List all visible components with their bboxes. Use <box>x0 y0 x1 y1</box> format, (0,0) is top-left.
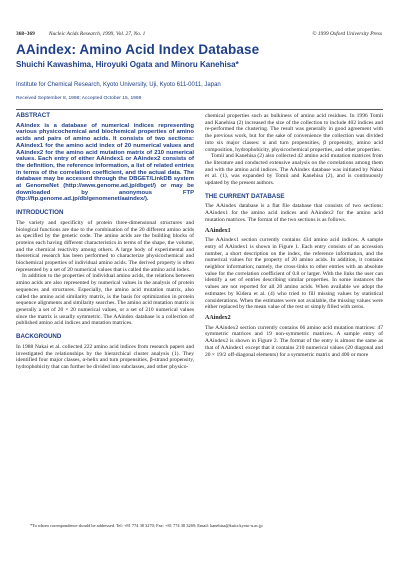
running-head <box>16 31 382 41</box>
background-continued-paragraph: chemical properties such as bulkiness of amino acid residues. In 1996 Tomii and Kanehisa (2) increased the size of the collection to include 402 indices and re-performed the clustering. The result was generally in good agreement with the previous work, but for the sake of convenience the collection was divided into six major classes: α and turn propensities, β propensity, amino acid composition, hydrophobicity, physicochemical properties, and other properties. <box>205 113 383 153</box>
background-heading: BACKGROUND <box>16 333 62 341</box>
article-title: AAindex: Amino Acid Index Database <box>16 42 260 57</box>
affiliation: Institute for Chemical Research, Kyoto University, Uji, Kyoto 611-0011, Japan <box>16 82 221 88</box>
right-column <box>205 113 383 358</box>
aaindex2-heading: AAindex2 <box>205 314 231 321</box>
introduction-heading: INTRODUCTION <box>16 209 64 217</box>
received-dates: Received September 8, 1998; Accepted October 15, 1998 <box>16 96 142 101</box>
copyright: © 1999 Oxford University Press <box>312 31 382 37</box>
background-paragraph: In 1988 Nakai et al. collected 222 amino acid indices from research papers and investigated the relationships by the hierarchical cluster analysis (1). They identified four major classes, α-helix and turn propensities, β-strand propensity, hydrophobicity that can further be divided into subclasses, and other physico- <box>16 343 194 370</box>
abstract-heading: ABSTRACT <box>16 112 51 119</box>
introduction-paragraph: In addition to the properties of individual amino acids, the relations between amino acids are also represented by numerical values in the analysis of protein sequences and structures. Especially, the amino acid mutation matrix, also called the amino acid similarity matrix, is the basis for optimization in protein sequence alignments and similarity searches. The amino acid mutation matrix is generally a set of 20 × 20 numerical values, or a set of 210 numerical values since the matrix is usually symmetric. The AAindex database is a collection of published amino acid indices and mutation matrices. <box>16 273 194 327</box>
journal-citation: Nucleic Acids Research, 1999, Vol. 27, No. 1 <box>48 31 146 37</box>
running-head-left <box>16 31 145 37</box>
author-list: Shuichi Kawashima, Hiroyuki Ogata and Minoru Kanehisa* <box>16 60 239 69</box>
aaindex1-paragraph: The AAindex1 section currently contains 434 amino acid indices. A sample entry of AAindex1 is shown in Figure 1. Each entry consists of an accession number, a short description on the index, the reference information, and the numerical values for the property of 20 amino acids. In addition, it contains neighbor information; namely, the cross-links to other entries with an absolute value for the correlation coefficient of 0.8 or larger. With the links the user can identify a set of entries describing similar properties. In some instances the values are not reported for all 20 amino acids. When available we adopt the estimates by Kidera et al. (4) who tried to fill missing values by statistical considerations. When the estimates were not available, the missing values were either replaced by the mean value of the rest or simply filled with zeros. <box>205 237 383 311</box>
footnote: *To whom correspondence should be addressed. Tel: +81 774 38 3270; Fax: +81 774 38 3269; Email: kanehisa@kuicr.kyoto-u.ac.jp <box>30 523 263 528</box>
aaindex2-paragraph: The AAindex2 section currently contains 66 amino acid mutation matrices: 47 symmetric matrices and 19 non-symmetric matrices. A sample entry of AAindex2 is shown in Figure 2. The format of the entry is almost the same as that of AAindex1 except that it contains 210 numerical values (20 diagonal and 20 × 19/2 off-diagonal elements) for a symmetric matrix and 400 or more <box>205 324 383 358</box>
background-paragraph-2: Tomii and Kanehisa (2) also collected 42 amino acid mutation matrices from the literature and conducted extensive analysis on the correlations among them and with the amino acid indices. The AAindex database was initiated by Nakai et al. (1), was expanded by Tomii and Kanehisa (2), and is continuously updated by the present authors. <box>205 153 383 187</box>
abstract-text: AAindex is a database of numerical indices representing various physicochemical and biochemical properties of amino acids and pairs of amino acids. It consists of two sections: AAindex1 for the amino acid index of 20 numerical values and AAindex2 for the amino acid mutation matrix of 210 numerical values. Each entry of either AAindex1 or AAindex2 consists of the definition, the reference information, a list of related entries in terms of the correlation coefficient, and the actual data. The database may be accessed through the DBGET/LinkDB system at GenomeNet (http://www.genome.ad.jp/dbget/) or may be downloaded by anonymous FTP (ftp://ftp.genome.ad.jp/db/genomenet/aaindex/). <box>16 122 194 203</box>
left-column <box>16 113 194 371</box>
current-database-heading: THE CURRENT DATABASE <box>205 192 285 200</box>
current-database-paragraph: The AAindex database is a flat file database that consists of two sections: AAindex1 for the amino acid indices and AAindex2 for the amino acid mutation matrices. The format of the two sections is as follows. <box>205 203 383 223</box>
introduction-paragraph: The variety and specificity of protein three-dimensional structures and biological functions are due to the combination of the 20 different amino acids as specified by the genetic code. The amino acids are the building blocks of proteins each having different characteristics in terms of the shape, the volume, and the chemical reactivity among others. A large body of experimental and theoretical research has been performed to characterize physicochemical and biochemical properties of individual amino acids. The derived property is often represented by a set of 20 numerical values that is called the amino acid index. <box>16 219 194 273</box>
header-rule <box>16 109 383 110</box>
aaindex1-heading: AAindex1 <box>205 227 231 234</box>
page-range: 368–369 <box>16 31 35 37</box>
